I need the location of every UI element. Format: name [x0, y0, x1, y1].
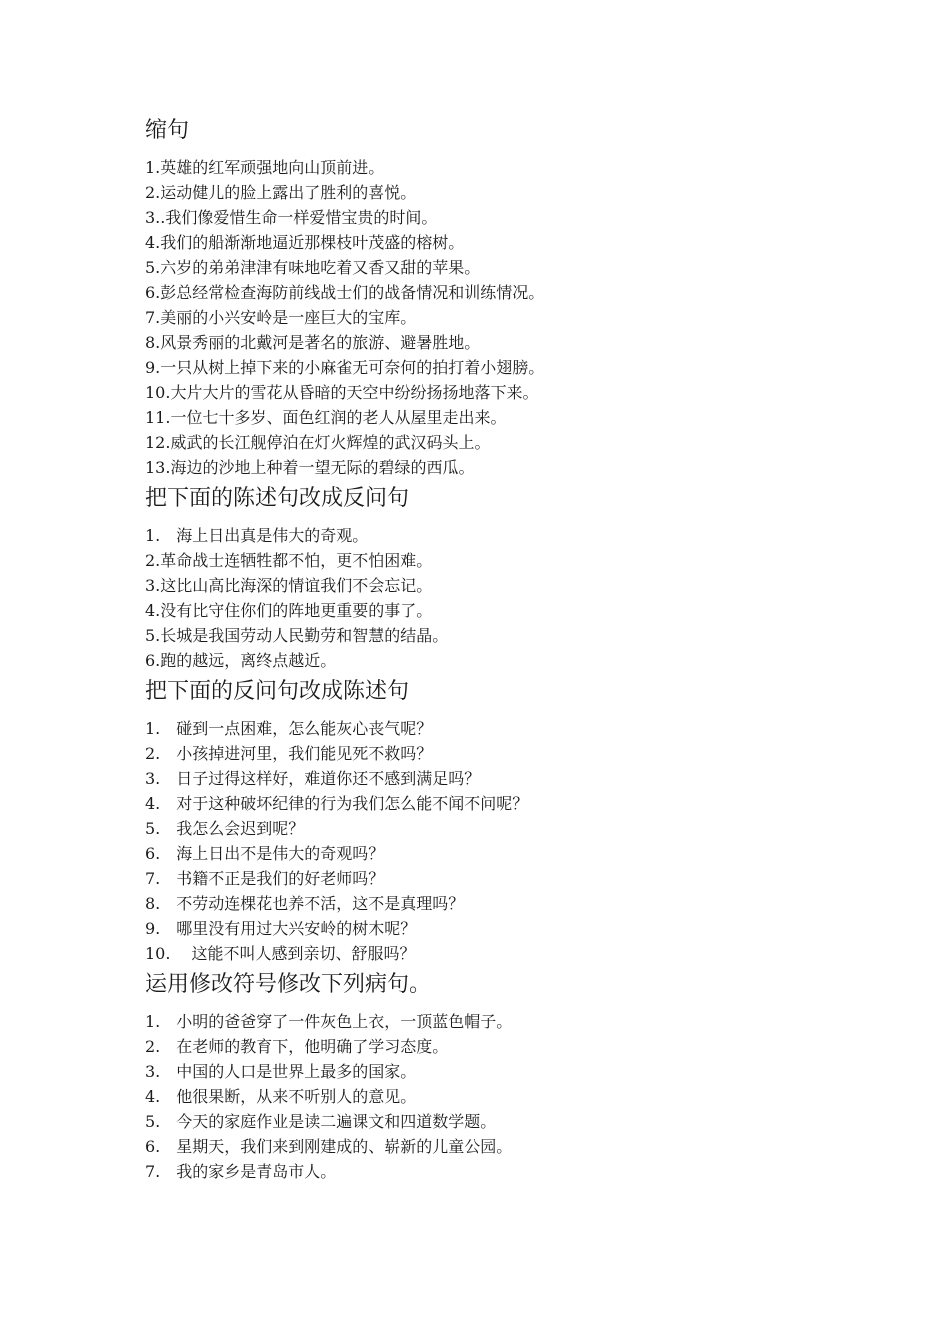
exercise-item: 7.美丽的小兴安岭是一座巨大的宝库。 — [145, 308, 417, 327]
exercise-item: 5. 今天的家庭作业是读二遍课文和四道数学题。 — [145, 1112, 497, 1131]
exercise-item: 3..我们像爱惜生命一样爱惜宝贵的时间。 — [145, 208, 438, 227]
exercise-item: 1. 海上日出真是伟大的奇观。 — [145, 526, 369, 545]
exercise-item: 5.长城是我国劳动人民勤劳和智慧的结晶。 — [145, 626, 449, 645]
exercise-item: 4. 他很果断，从来不听别人的意见。 — [145, 1087, 417, 1106]
exercise-item: 4. 对于这种破坏纪律的行为我们怎么能不闻不问呢？ — [145, 794, 529, 813]
section-statement-to-rhetorical — [145, 484, 905, 673]
exercise-list — [145, 1009, 905, 1184]
exercise-item: 5. 我怎么会迟到呢？ — [145, 819, 305, 838]
section-title: 缩句 — [145, 118, 190, 143]
section-sentence-correction — [145, 970, 905, 1184]
exercise-item: 1. 碰到一点困难，怎么能灰心丧气呢？ — [145, 719, 433, 738]
exercise-item: 8. 不劳动连棵花也养不活，这不是真理吗？ — [145, 894, 465, 913]
exercise-item: 9. 哪里没有用过大兴安岭的树木呢？ — [145, 919, 417, 938]
exercise-item: 4.我们的船渐渐地逼近那棵枝叶茂盛的榕树。 — [145, 233, 465, 252]
exercise-list — [145, 523, 905, 673]
exercise-item: 6. 海上日出不是伟大的奇观吗？ — [145, 844, 385, 863]
exercise-item: 3. 中国的人口是世界上最多的国家。 — [145, 1062, 417, 1081]
section-title: 运用修改符号修改下列病句。 — [145, 972, 432, 997]
section-sentence-shortening — [145, 116, 905, 480]
exercise-item: 2.革命战士连牺牲都不怕，更不怕困难。 — [145, 551, 433, 570]
exercise-item: 2. 在老师的教育下，他明确了学习态度。 — [145, 1037, 449, 1056]
exercise-item: 10.大片大片的雪花从昏暗的天空中纷纷扬扬地落下来。 — [145, 383, 539, 402]
exercise-item: 1.英雄的红军顽强地向山顶前进。 — [145, 158, 385, 177]
exercise-item: 11.一位七十多岁、面色红润的老人从屋里走出来。 — [145, 408, 507, 427]
exercise-item: 7. 我的家乡是青岛市人。 — [145, 1162, 337, 1181]
exercise-item: 6. 星期天，我们来到刚建成的、崭新的儿童公园。 — [145, 1137, 513, 1156]
document-page — [145, 116, 905, 1184]
section-rhetorical-to-statement — [145, 677, 905, 966]
exercise-item: 1. 小明的爸爸穿了一件灰色上衣，一顶蓝色帽子。 — [145, 1012, 513, 1031]
exercise-item: 4.没有比守住你们的阵地更重要的事了。 — [145, 601, 433, 620]
exercise-item: 3.这比山高比海深的情谊我们不会忘记。 — [145, 576, 433, 595]
exercise-item: 9.一只从树上掉下来的小麻雀无可奈何的拍打着小翅膀。 — [145, 358, 545, 377]
exercise-item: 13.海边的沙地上种着一望无际的碧绿的西瓜。 — [145, 458, 475, 477]
section-title: 把下面的反问句改成陈述句 — [145, 679, 410, 704]
exercise-item: 2.运动健儿的脸上露出了胜利的喜悦。 — [145, 183, 417, 202]
exercise-item: 6.跑的越远，离终点越近。 — [145, 651, 337, 670]
exercise-item: 8.风景秀丽的北戴河是著名的旅游、避暑胜地。 — [145, 333, 481, 352]
exercise-item: 3. 日子过得这样好，难道你还不感到满足吗？ — [145, 769, 481, 788]
exercise-item: 5.六岁的弟弟津津有味地吃着又香又甜的苹果。 — [145, 258, 481, 277]
exercise-item: 7. 书籍不正是我们的好老师吗？ — [145, 869, 385, 888]
exercise-item: 6.彭总经常检查海防前线战士们的战备情况和训练情况。 — [145, 283, 545, 302]
exercise-item: 2. 小孩掉进河里，我们能见死不救吗？ — [145, 744, 433, 763]
exercise-list — [145, 716, 905, 966]
exercise-item: 12.威武的长江舰停泊在灯火辉煌的武汉码头上。 — [145, 433, 491, 452]
exercise-item: 10. 这能不叫人感到亲切、舒服吗？ — [145, 944, 416, 963]
exercise-list — [145, 155, 905, 480]
section-title: 把下面的陈述句改成反问句 — [145, 486, 410, 511]
